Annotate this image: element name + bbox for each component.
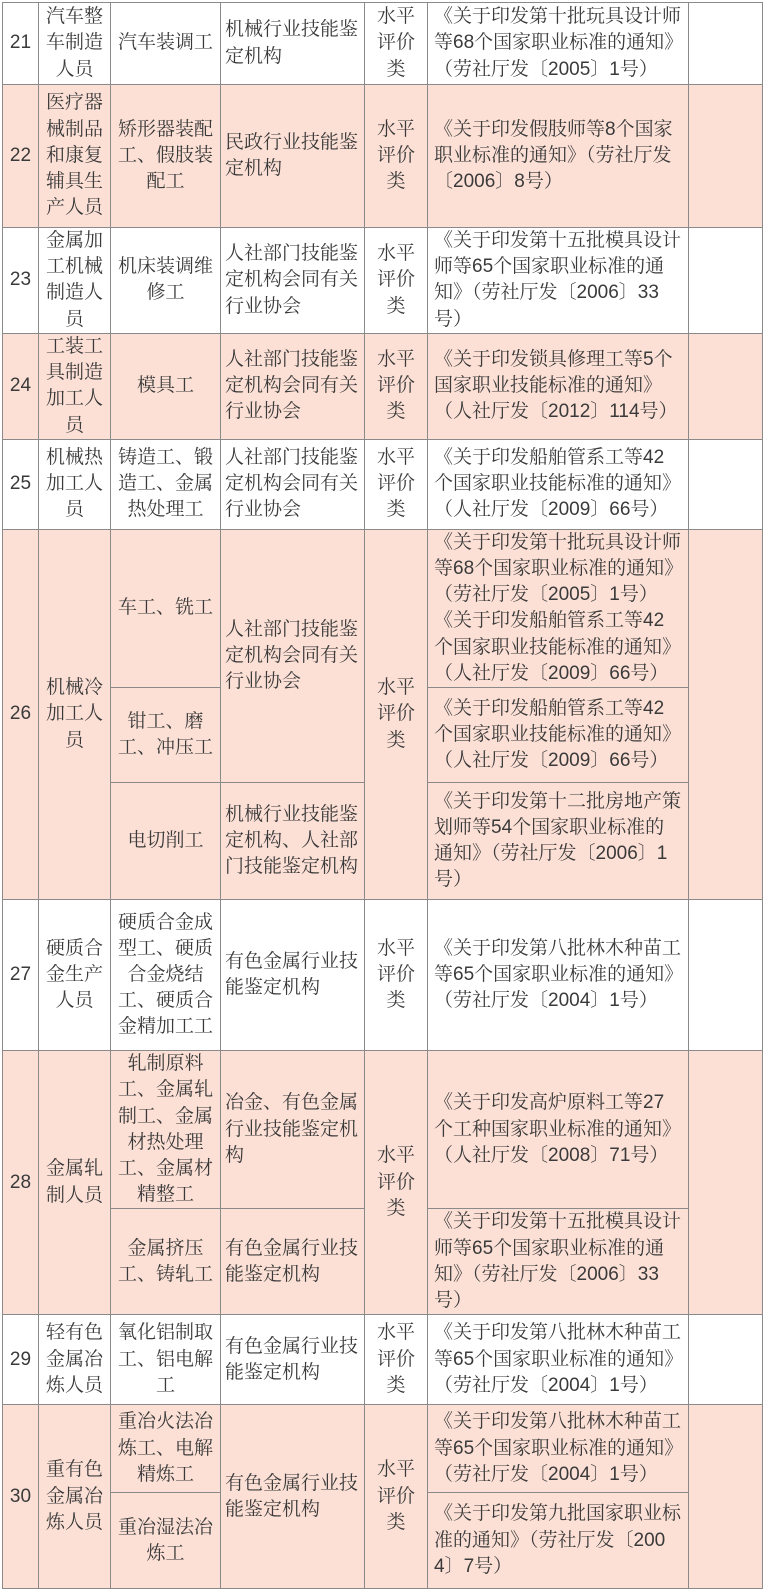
notice-text: 《关于印发第十批玩具设计师等68个国家职业标准的通知》（劳社厅发〔2005〕1号） bbox=[434, 6, 682, 80]
jobs-cell: 车工、铣工 bbox=[111, 529, 221, 687]
notice-cell bbox=[428, 688, 689, 783]
row-number-cell: 30 bbox=[3, 1405, 39, 1589]
row-number-cell: 21 bbox=[3, 3, 39, 85]
evaluation-type-cell: 水平评价类 bbox=[365, 1405, 428, 1589]
notice-text: 《关于印发第十五批模具设计师等65个国家职业标准的通知》（劳社厅发〔2006〕33号） bbox=[434, 1211, 682, 1312]
evaluation-type-cell: 水平评价类 bbox=[365, 333, 428, 439]
jobs-cell: 重冶湿法冶炼工 bbox=[111, 1493, 221, 1589]
notice-text: 《关于印发假肢师等8个国家职业标准的通知》（劳社厅发〔2006〕8号） bbox=[434, 118, 673, 193]
table-row bbox=[3, 228, 763, 334]
table-row bbox=[3, 85, 763, 228]
evaluation-type-cell: 水平评价类 bbox=[365, 3, 428, 85]
table-row bbox=[3, 1051, 763, 1209]
institution-cell: 有色金属行业技能鉴定机构 bbox=[221, 1405, 365, 1589]
jobs-cell: 重冶火法冶炼工、电解精炼工 bbox=[111, 1405, 221, 1493]
empty-cell bbox=[689, 1315, 763, 1405]
evaluation-type-cell: 水平评价类 bbox=[365, 1051, 428, 1315]
institution-cell: 民政行业技能鉴定机构 bbox=[221, 85, 365, 228]
notice-cell bbox=[428, 228, 689, 334]
evaluation-type-cell: 水平评价类 bbox=[365, 529, 428, 899]
category-cell: 硬质合金生产人员 bbox=[39, 900, 111, 1051]
institution-cell: 人社部门技能鉴定机构会同有关行业协会 bbox=[221, 333, 365, 439]
evaluation-type-cell: 水平评价类 bbox=[365, 439, 428, 529]
empty-cell bbox=[689, 900, 763, 1051]
notice-cell bbox=[428, 529, 689, 687]
institution-cell: 有色金属行业技能鉴定机构 bbox=[221, 900, 365, 1051]
category-cell: 重有色金属冶炼人员 bbox=[39, 1405, 111, 1589]
institution-cell: 机械行业技能鉴定机构 bbox=[221, 3, 365, 85]
institution-cell: 有色金属行业技能鉴定机构 bbox=[221, 1315, 365, 1405]
table-row bbox=[3, 3, 763, 85]
evaluation-type-cell: 水平评价类 bbox=[365, 1315, 428, 1405]
notice-cell bbox=[428, 1209, 689, 1315]
category-cell: 金属轧制人员 bbox=[39, 1051, 111, 1315]
notice-cell bbox=[428, 1493, 689, 1589]
table-row bbox=[3, 439, 763, 529]
institution-cell: 人社部门技能鉴定机构会同有关行业协会 bbox=[221, 439, 365, 529]
notice-cell bbox=[428, 85, 689, 228]
jobs-cell: 铸造工、锻造工、金属热处理工 bbox=[111, 439, 221, 529]
category-cell: 机械冷加工人员 bbox=[39, 529, 111, 899]
row-number-cell: 25 bbox=[3, 439, 39, 529]
notice-cell bbox=[428, 3, 689, 85]
evaluation-type-cell: 水平评价类 bbox=[365, 85, 428, 228]
row-number-cell: 29 bbox=[3, 1315, 39, 1405]
table-row bbox=[3, 1405, 763, 1493]
empty-cell bbox=[689, 1405, 763, 1589]
jobs-cell: 轧制原料工、金属轧制工、金属材热处理工、金属材精整工 bbox=[111, 1051, 221, 1209]
table-row bbox=[3, 900, 763, 1051]
notice-text: 《关于印发第八批林木种苗工等65个国家职业标准的通知》（劳社厅发〔2004〕1号） bbox=[434, 1411, 682, 1485]
row-number-cell: 28 bbox=[3, 1051, 39, 1315]
empty-cell bbox=[689, 3, 763, 85]
jobs-cell: 钳工、磨工、冲压工 bbox=[111, 688, 221, 783]
notice-text: 《关于印发锁具修理工等5个国家职业技能标准的通知》（人社厅发〔2012〕114号） bbox=[434, 348, 678, 423]
category-cell: 汽车整车制造人员 bbox=[39, 3, 111, 85]
notice-cell bbox=[428, 439, 689, 529]
notice-text: 《关于印发第九批国家职业标准的通知》（劳社厅发〔2004〕7号） bbox=[434, 1503, 682, 1577]
jobs-cell: 矫形器装配工、假肢装配工 bbox=[111, 85, 221, 228]
category-cell: 机械热加工人员 bbox=[39, 439, 111, 529]
notice-text: 《关于印发船舶管系工等42个国家职业技能标准的通知》（人社厅发〔2009〕66号） bbox=[434, 697, 682, 772]
empty-cell bbox=[689, 228, 763, 334]
row-number-cell: 22 bbox=[3, 85, 39, 228]
jobs-cell: 汽车装调工 bbox=[111, 3, 221, 85]
jobs-cell: 氧化铝制取工、铝电解工 bbox=[111, 1315, 221, 1405]
notice-text: 《关于印发高炉原料工等27个工种国家职业标准的通知》（人社厅发〔2008〕71号） bbox=[434, 1092, 682, 1166]
jobs-cell: 硬质合金成型工、硬质合金烧结工、硬质合金精加工工 bbox=[111, 900, 221, 1051]
table-row bbox=[3, 333, 763, 439]
empty-cell bbox=[689, 1051, 763, 1315]
institution-cell: 有色金属行业技能鉴定机构 bbox=[221, 1209, 365, 1315]
evaluation-type-cell: 水平评价类 bbox=[365, 900, 428, 1051]
empty-cell bbox=[689, 333, 763, 439]
category-cell: 金属加工机械制造人员 bbox=[39, 228, 111, 334]
notice-cell bbox=[428, 333, 689, 439]
category-cell: 工装工具制造加工人员 bbox=[39, 333, 111, 439]
evaluation-type-cell: 水平评价类 bbox=[365, 228, 428, 334]
row-number-cell: 24 bbox=[3, 333, 39, 439]
institution-cell: 冶金、有色金属行业技能鉴定机构 bbox=[221, 1051, 365, 1209]
empty-cell bbox=[689, 439, 763, 529]
institution-cell: 人社部门技能鉴定机构会同有关行业协会 bbox=[221, 529, 365, 782]
empty-cell bbox=[689, 529, 763, 899]
institution-cell: 机械行业技能鉴定机构、人社部门技能鉴定机构 bbox=[221, 783, 365, 900]
jobs-cell: 金属挤压工、铸轧工 bbox=[111, 1209, 221, 1315]
category-cell: 轻有色金属冶炼人员 bbox=[39, 1315, 111, 1405]
notice-text: 《关于印发船舶管系工等42个国家职业技能标准的通知》（人社厅发〔2009〕66号） bbox=[434, 446, 682, 521]
row-number-cell: 27 bbox=[3, 900, 39, 1051]
occupation-standards-table bbox=[2, 2, 763, 1589]
notice-text: 《关于印发船舶管系工等42个国家职业技能标准的通知》（人社厅发〔2009〕66号） bbox=[434, 610, 682, 684]
jobs-cell: 电切削工 bbox=[111, 783, 221, 900]
empty-cell bbox=[689, 85, 763, 228]
notice-text: 《关于印发第十五批模具设计师等65个国家职业标准的通知》（劳社厅发〔2006〕33号） bbox=[434, 230, 682, 330]
notice-text: 《关于印发第十二批房地产策划师等54个国家职业标准的通知》（劳社厅发〔2006〕1号） bbox=[434, 790, 682, 891]
notice-cell bbox=[428, 900, 689, 1051]
category-cell: 医疗器械制品和康复辅具生产人员 bbox=[39, 85, 111, 228]
jobs-cell: 机床装调维修工 bbox=[111, 228, 221, 334]
notice-text: 《关于印发第十批玩具设计师等68个国家职业标准的通知》（劳社厅发〔2005〕1号） bbox=[434, 531, 682, 606]
notice-cell bbox=[428, 783, 689, 900]
table-row bbox=[3, 529, 763, 687]
notice-cell bbox=[428, 1405, 689, 1493]
notice-cell bbox=[428, 1315, 689, 1405]
institution-cell: 人社部门技能鉴定机构会同有关行业协会 bbox=[221, 228, 365, 334]
row-number-cell: 26 bbox=[3, 529, 39, 899]
notice-text: 《关于印发第八批林木种苗工等65个国家职业标准的通知》（劳社厅发〔2004〕1号） bbox=[434, 937, 682, 1012]
jobs-cell: 模具工 bbox=[111, 333, 221, 439]
table-row bbox=[3, 1315, 763, 1405]
row-number-cell: 23 bbox=[3, 228, 39, 334]
notice-cell bbox=[428, 1051, 689, 1209]
notice-text: 《关于印发第八批林木种苗工等65个国家职业标准的通知》（劳社厅发〔2004〕1号） bbox=[434, 1322, 682, 1396]
